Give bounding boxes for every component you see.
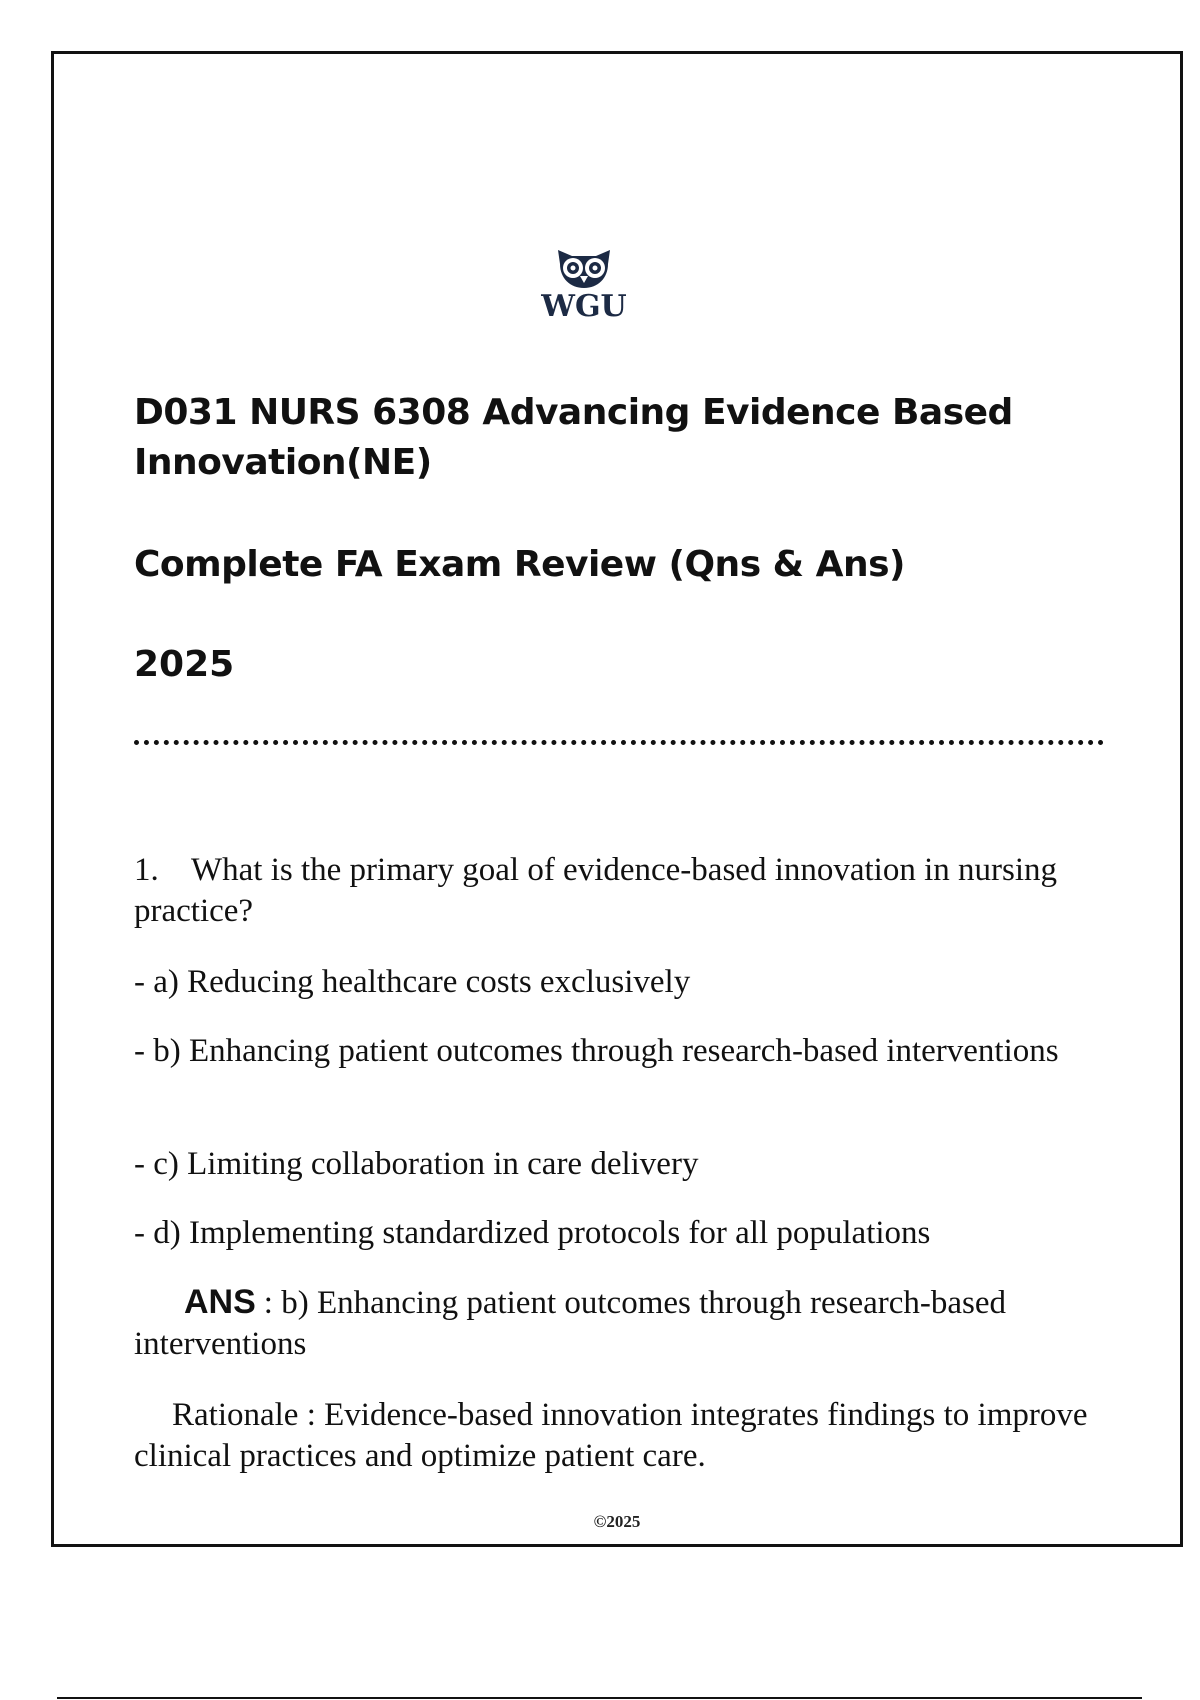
document-title: D031 NURS 6308 Advancing Evidence Based Innovation(NE) [134,392,1013,483]
bottom-rule [57,1697,1142,1699]
wgu-logo [534,246,634,322]
footer-copyright: ©2025 [593,1512,641,1531]
rationale-text: Rationale : Evidence-based innovation integrates findings to improve clinical practices and optimize patient care. [134,1397,1088,1474]
option-a: - a) Reducing healthcare costs exclusively [134,964,691,1000]
question-number: 1. [134,852,159,888]
logo-text: WGU [541,289,627,324]
document-year: 2025 [134,644,235,685]
question-text: What is the primary goal of evidence-based innovation in nursing practice? [134,852,1058,929]
option-c: - c) Limiting collaboration in care delivery [134,1146,699,1182]
dotted-divider [134,740,1104,745]
owl-icon [552,246,616,290]
document-subtitle: Complete FA Exam Review (Qns & Ans) [134,544,905,585]
option-d: - d) Implementing standardized protocols for all populations [134,1215,931,1251]
answer-text: : b) Enhancing patient outcomes through research-based interventions [134,1285,1007,1362]
answer [134,1282,1104,1365]
question-stem [134,850,1104,932]
answer-label: ANS [184,1283,256,1321]
rationale [134,1395,1104,1477]
option-b: - b) Enhancing patient outcomes through research-based interventions [134,1033,1059,1069]
